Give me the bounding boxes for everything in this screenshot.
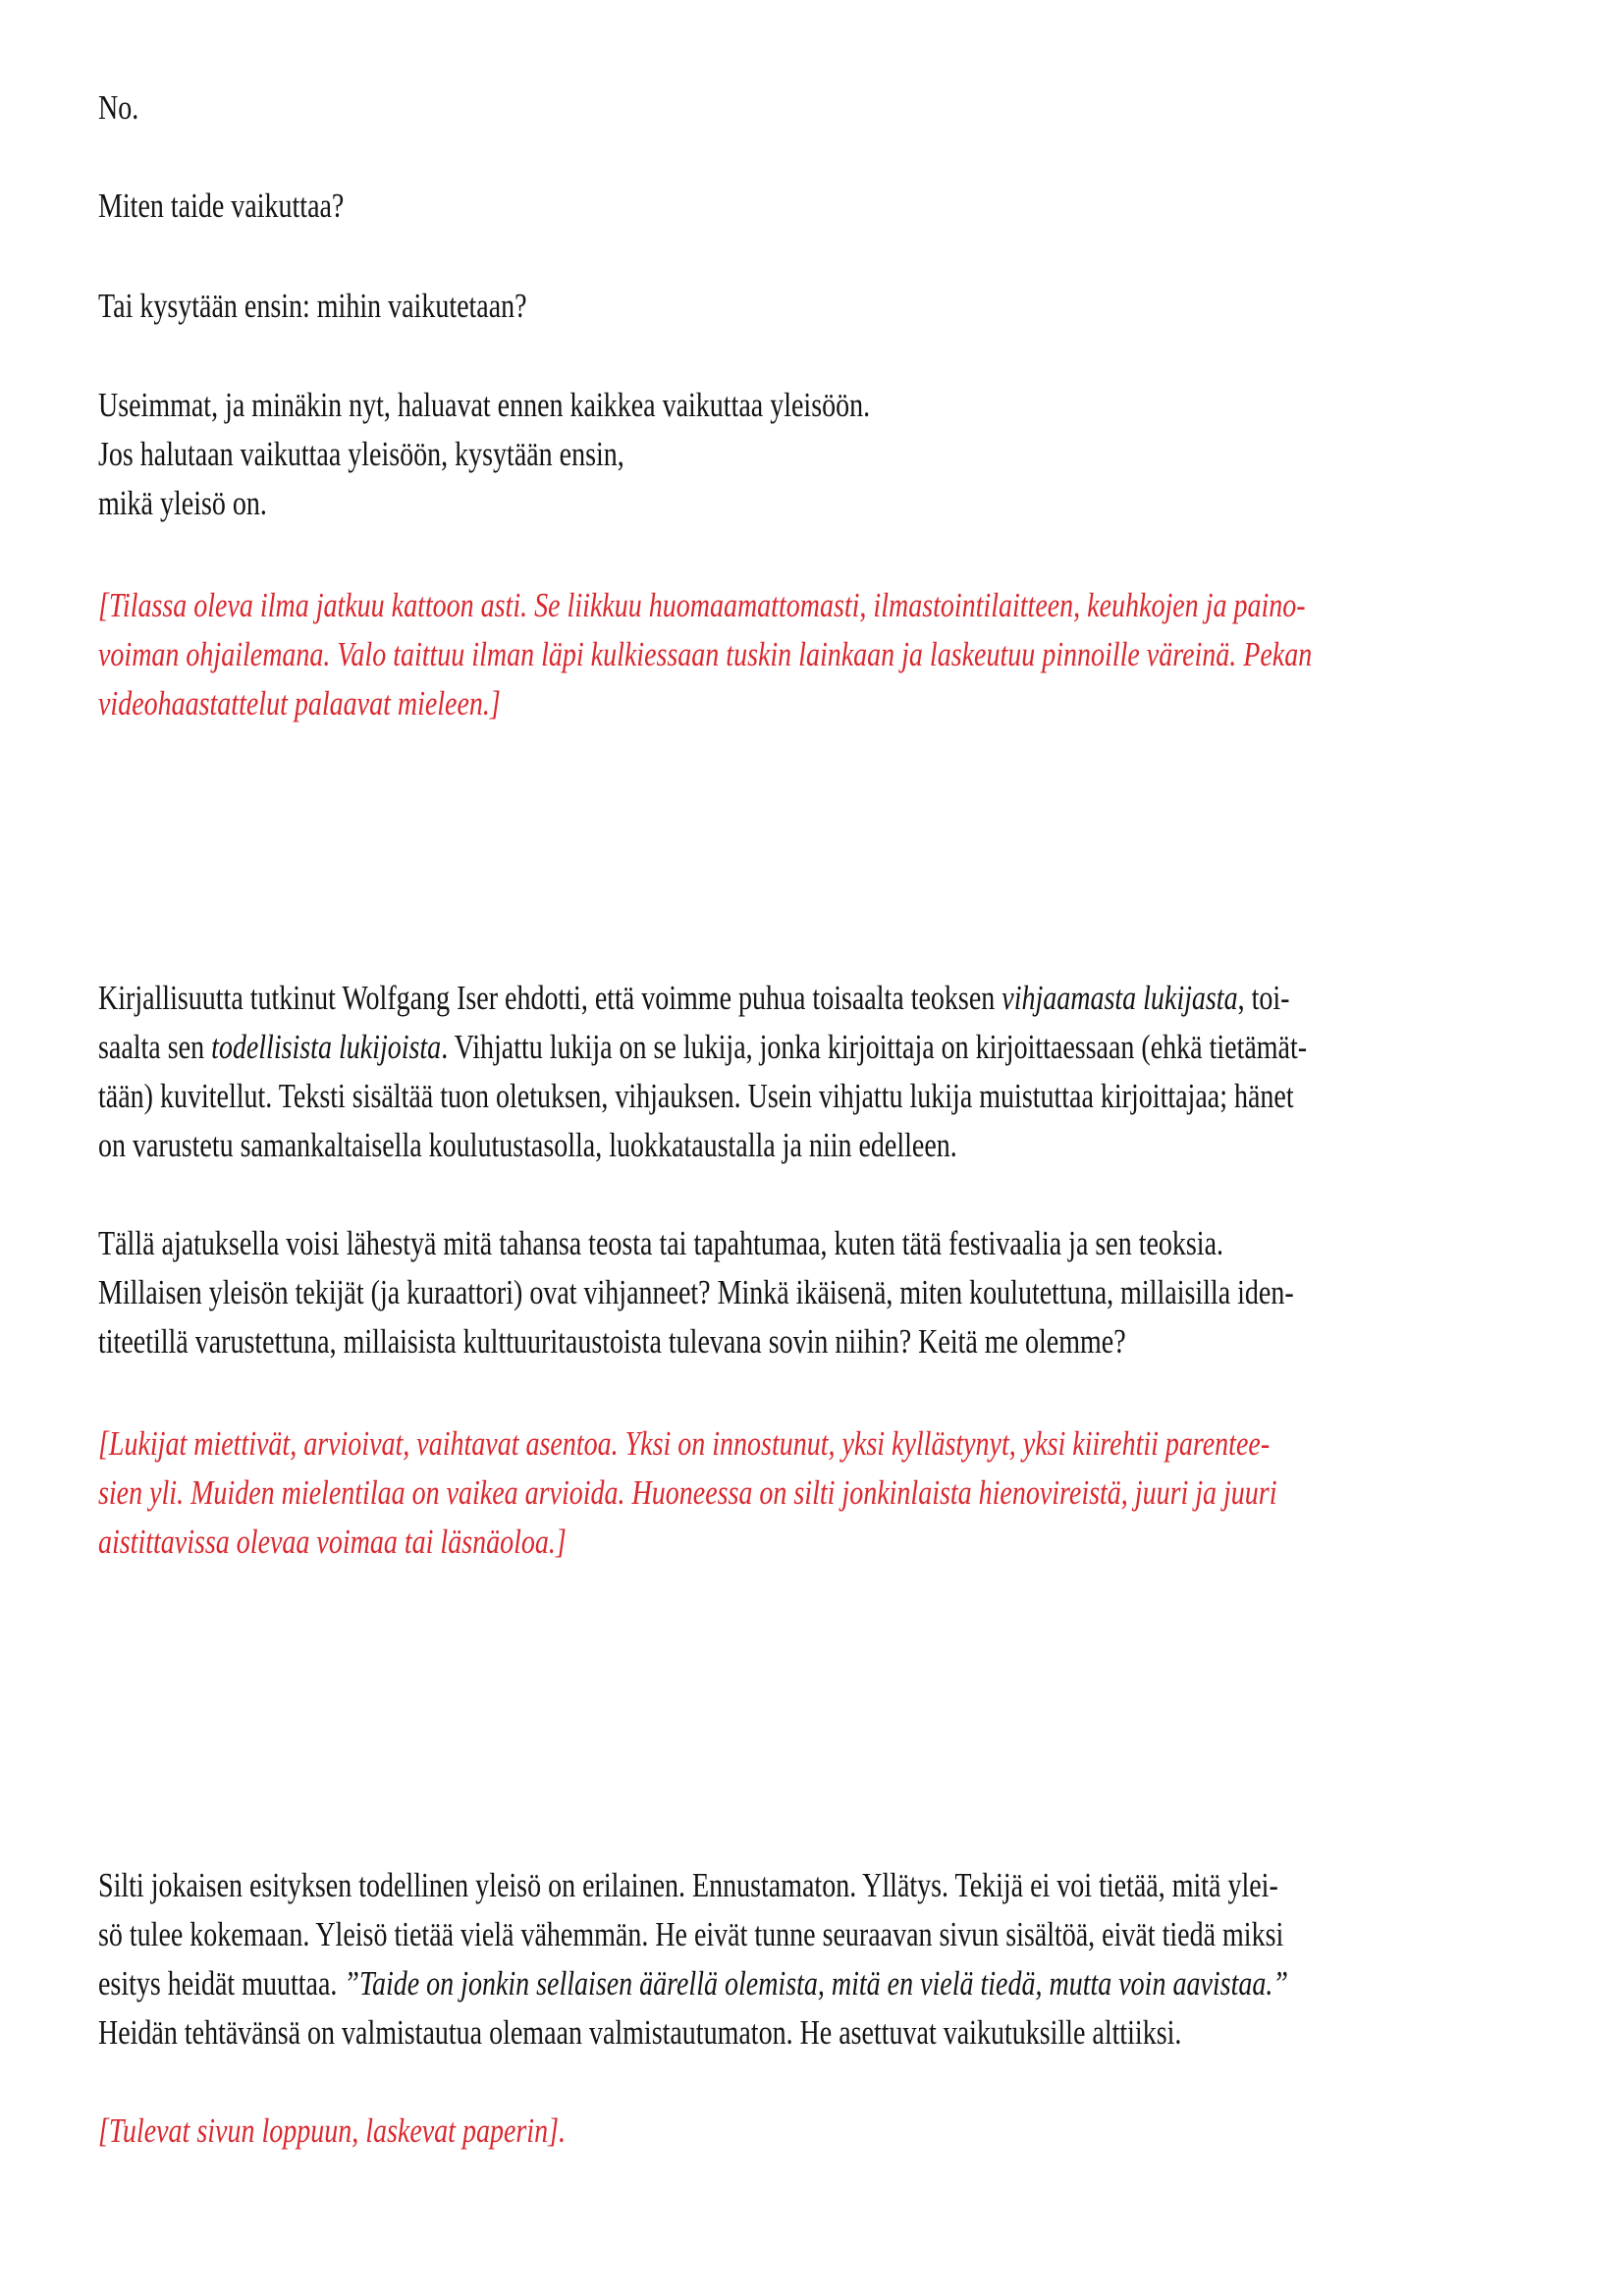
paragraph-useimmat (98, 381, 1624, 528)
paragraph-silti-jokaisen (98, 1861, 1624, 2057)
stage-direction-block-1 (98, 581, 1624, 728)
text-line: mikä yleisö on. (98, 484, 267, 522)
text-line (98, 1959, 1624, 2008)
paragraph-no (98, 83, 1624, 133)
text-line: [Tilassa oleva ilma jatkuu kattoon asti. Se liikkuu huomaamattomasti, ilmastointilaitteen, keuhkojen ja paino- (98, 586, 1306, 624)
text-segment: saalta sen (98, 1028, 212, 1066)
text-segment: . Vihjattu lukija on se lukija, jonka kirjoittaja on kirjoittaessaan (ehkä tietämät- (441, 1028, 1308, 1066)
text-line (98, 974, 1624, 1023)
text-line: Miten taide vaikuttaa? (98, 187, 345, 225)
text-line: Heidän tehtävänsä on valmistautua olemaan valmistautumaton. He asettuvat vaikutuksille alttiiksi. (98, 2013, 1182, 2052)
text-segment: Kirjallisuutta tutkinut Wolfgang Iser ehdotti, että voimme puhua toisaalta teoksen (98, 979, 1002, 1017)
text-line: Silti jokaisen esityksen todellinen yleisö on erilainen. Ennustamaton. Yllätys. Tekijä ei voi tietää, mitä ylei- (98, 1866, 1278, 1904)
text-line: Tällä ajatuksella voisi lähestyä mitä tahansa teosta tai tapahtumaa, kuten tätä festivaalia ja sen teoksia. (98, 1224, 1224, 1262)
italic-term: todellisista lukijoista (211, 1028, 442, 1066)
text-line: videohaastattelut palaavat mieleen.] (98, 684, 501, 722)
text-line: aistittavissa olevaa voimaa tai läsnäoloa.] (98, 1522, 567, 1561)
stage-direction-block-2 (98, 1419, 1624, 1567)
text-content (98, 83, 1624, 2156)
text-line: on varustetu samankaltaisella koulutustasolla, luokkataustalla ja niin edelleen. (98, 1126, 957, 1164)
text-segment: esitys heidät muuttaa. (98, 1964, 345, 2002)
paragraph-talla-ajatuksella (98, 1219, 1624, 1366)
italic-term: vihjaamasta lukijasta (1001, 979, 1238, 1017)
text-line: sö tulee kokemaan. Yleisö tietää vielä vähemmän. He eivät tunne seuraavan sivun sisältöä, eivät tiedä miksi (98, 1915, 1284, 1953)
text-line: Millaisen yleisön tekijät (ja kuraattori) ovat vihjanneet? Minkä ikäisenä, miten koulutettuna, millaisilla iden- (98, 1273, 1294, 1311)
text-line: No. (98, 88, 139, 127)
text-line (98, 1023, 1624, 1072)
stage-direction-block-3 (98, 2107, 1624, 2156)
paragraph-miten-taide (98, 182, 1624, 231)
text-line: [Lukijat miettivät, arvioivat, vaihtavat asentoa. Yksi on innostunut, yksi kyllästynyt, yksi kiirehtii parentee- (98, 1424, 1271, 1463)
text-line: Useimmat, ja minäkin nyt, haluavat ennen kaikkea vaikuttaa yleisöön. (98, 386, 871, 424)
text-line: titeetillä varustettuna, millaisista kulttuuritaustoista tulevana sovin niihin? Keitä me olemme? (98, 1322, 1126, 1361)
text-line: Tai kysytään ensin: mihin vaikutetaan? (98, 287, 527, 325)
text-line: voiman ohjailemana. Valo taittuu ilman läpi kulkiessaan tuskin lainkaan ja laskeutuu pinnoille väreinä. Pekan (98, 635, 1313, 673)
text-line: sien yli. Muiden mielentilaa on vaikea arvioida. Huoneessa on silti jonkinlaista hienovireistä, juuri ja juuri (98, 1473, 1277, 1512)
text-line: [Tulevat sivun loppuun, laskevat paperin]. (98, 2111, 566, 2150)
paragraph-kirjallisuutta (98, 974, 1624, 1170)
paragraph-tai-kysytaan (98, 282, 1624, 331)
italic-quote: ”Taide on jonkin sellaisen äärellä olemista, mitä en vielä tiedä, mutta voin aavistaa.” (344, 1964, 1288, 2002)
text-line: Jos halutaan vaikuttaa yleisöön, kysytään ensin, (98, 435, 624, 473)
text-line: tään) kuvitellut. Teksti sisältää tuon oletuksen, vihjauksen. Usein vihjattu lukija muistuttaa kirjoittajaa; hänet (98, 1077, 1294, 1115)
text-segment: , toi- (1237, 979, 1290, 1017)
